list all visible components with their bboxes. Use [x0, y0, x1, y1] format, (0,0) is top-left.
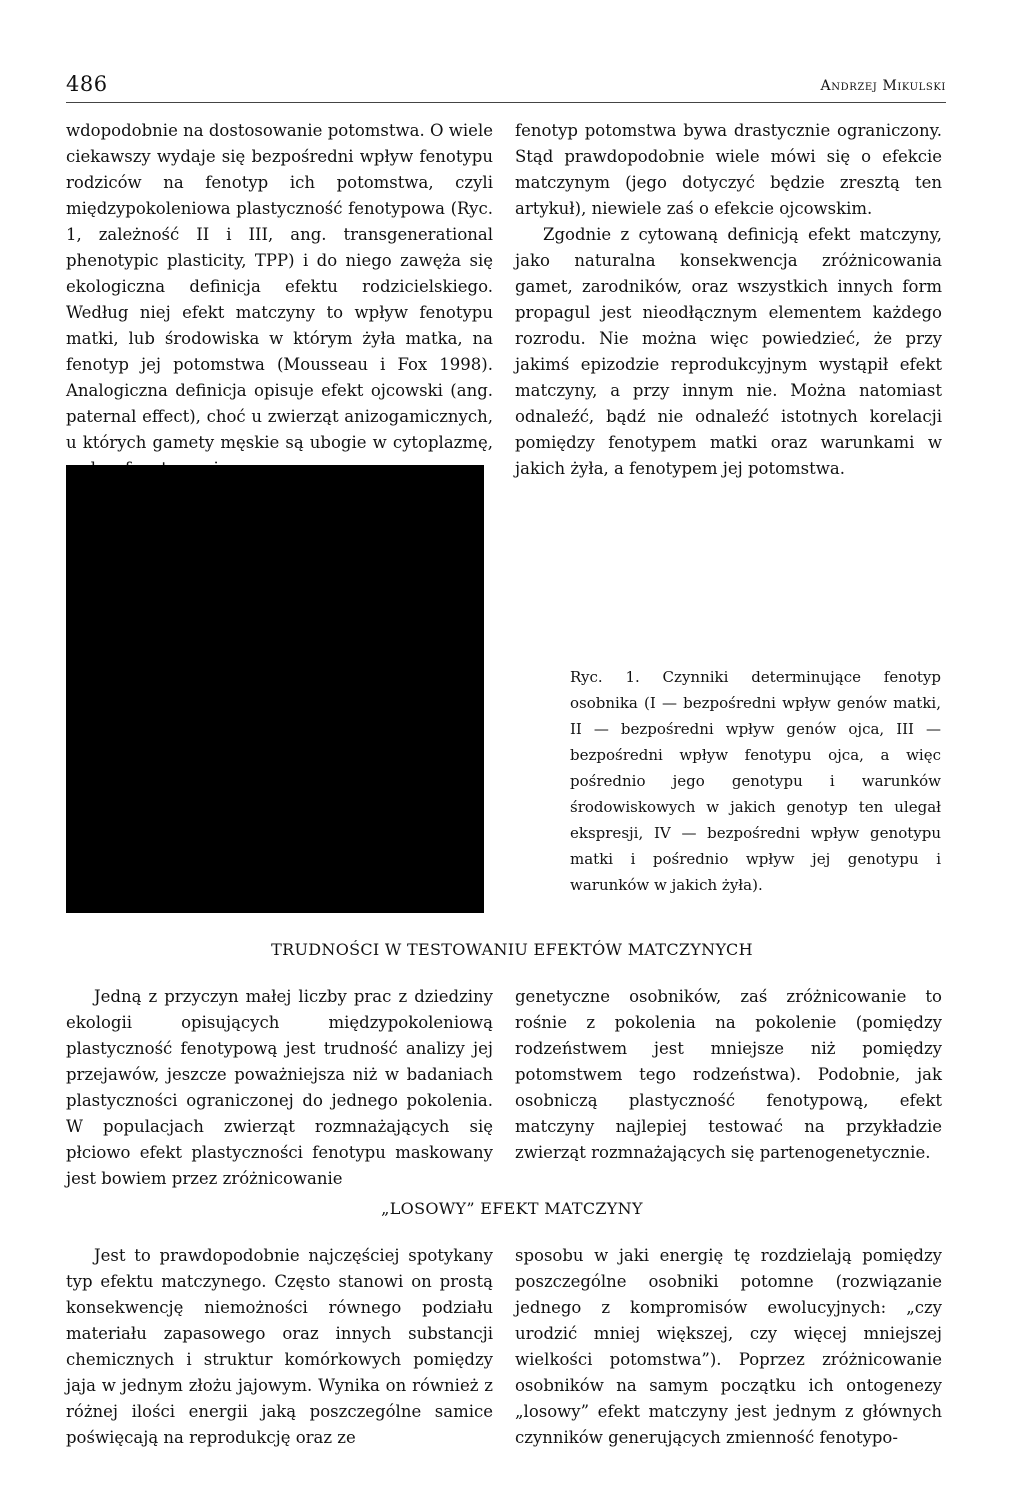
figure-1-caption: Ryc. 1. Czynniki determinujące fenotyp osobnika (I — bezpośredni wpływ genów matki, II — bezpośredni wpływ genów ojca, III — bezpośredni wpływ fenotypu ojca, a więc pośrednio jego genotypu i warunków środowiskowych w jakich genotyp ten ulegał ekspresji, IV — bezpośredni wpływ genotypu matki i pośrednio wpływ jej genotypu i warunków w jakich żyła).	[570, 668, 941, 894]
figure-1-image	[66, 465, 484, 913]
section1-right-paragraph-2: Zgodnie z cytowaną definicją efekt matczyny, jako naturalna konsekwencja zróżnicowania gamet, zarodników, oraz wszystkich innych form propagul jest nieodłącznym elementem każdego rozrodu. Nie można więc powiedzieć, że przy jakimś epizodzie reprodukcyjnym wystąpił efekt matczyny, a przy innym nie. Można natomiast odnaleźć, bądź nie odnaleźć istotnych korelacji pomiędzy fenotypem matki oraz warunkami w jakich żyła, a fenotypem jej potomstwa.	[515, 225, 942, 478]
page-number: 486	[66, 72, 108, 96]
header-rule	[66, 102, 946, 103]
section2-left-paragraph: Jedną z przyczyn małej liczby prac z dziedziny ekologii opisujących międzypokoleniową plastyczność fenotypową jest trudność analizy jej przejawów, jeszcze poważniejsza niż w badaniach plastyczności ograniczonej do jednego pokolenia. W populacjach zwierząt rozmnażających się płciowo efekt plastyczności fenotypu maskowany jest bowiem przez zróżnicowanie	[66, 987, 493, 1188]
section3-left-paragraph: Jest to prawdopodobnie najczęściej spotykany typ efektu matczynego. Często stanowi on prostą konsekwencję niemożności równego podziału materiału zapasowego oraz innych substancji chemicznych i struktur komórkowych pomiędzy jaja w jednym złożu jajowym. Wynika on również z różnej ilości energii jaką poszczególne samice poświęcają na reprodukcję oraz ze	[66, 1246, 493, 1447]
section2-right-paragraph: genetyczne osobników, zaś zróżnicowanie to rośnie z pokolenia na pokolenie (pomiędzy rodzeństwem jest mniejsze niż pomiędzy potomstwem tego rodzeństwa). Podobnie, jak osobniczą plastyczność fenotypową, efekt matczyny najlepiej testować na przykładzie zwierząt rozmnażających się partenogenetycznie.	[515, 987, 942, 1162]
section1-right-column	[515, 118, 942, 482]
figure-1-black-area	[68, 467, 482, 911]
section1-left-paragraph: wdopodobnie na dostosowanie potomstwa. O wiele ciekawszy wydaje się bezpośredni wpływ fenotypu rodziców na fenotyp ich potomstwa, czyli międzypokoleniowa plastyczność fenotypowa (Ryc. 1, zależność II i III, ang. transgenerational phenotypic plasticity, TPP) i do niego zawęża się ekologiczna definicja efektu rodzicielskiego. Według niej efekt matczyny to wpływ fenotypu matki, lub środowiska w którym żyła matka, na fenotyp jej potomstwa (Mousseau i Fox 1998). Analogiczna definicja opisuje efekt ojcowski (ang. paternal effect), choć u zwierząt anizogamicznych, u których gamety męskie są ubogie w cytoplazmę,	[66, 121, 493, 452]
section2-heading: TRUDNOŚCI W TESTOWANIU EFEKTÓW MATCZYNYCH	[271, 940, 753, 959]
section3-heading: „LOSOWY” EFEKT MATCZYNY	[381, 1199, 643, 1218]
section3-right-paragraph: sposobu w jaki energię tę rozdzielają pomiędzy poszczególne osobniki potomne (rozwiązanie jednego z kompromisów ewolucyjnych: „czy urodzić mniej większej, czy więcej mniejszej wielkości potomstwa”). Poprzez zróżnicowanie osobników na samym początku ich ontogenezy „losowy” efekt matczyny jest jednym z głównych czynników generujących zmienność fenotypo-	[515, 1246, 942, 1447]
running-header-author: Andrzej Mikulski	[820, 78, 946, 94]
section1-right-paragraph-1: fenotyp potomstwa bywa drastycznie ograniczony. Stąd prawdopodobnie wiele mówi się o efekcie matczynym (jego dotyczyć będzie zresztą ten artykuł), niewiele zaś o efekcie ojcowskim.	[515, 121, 942, 218]
